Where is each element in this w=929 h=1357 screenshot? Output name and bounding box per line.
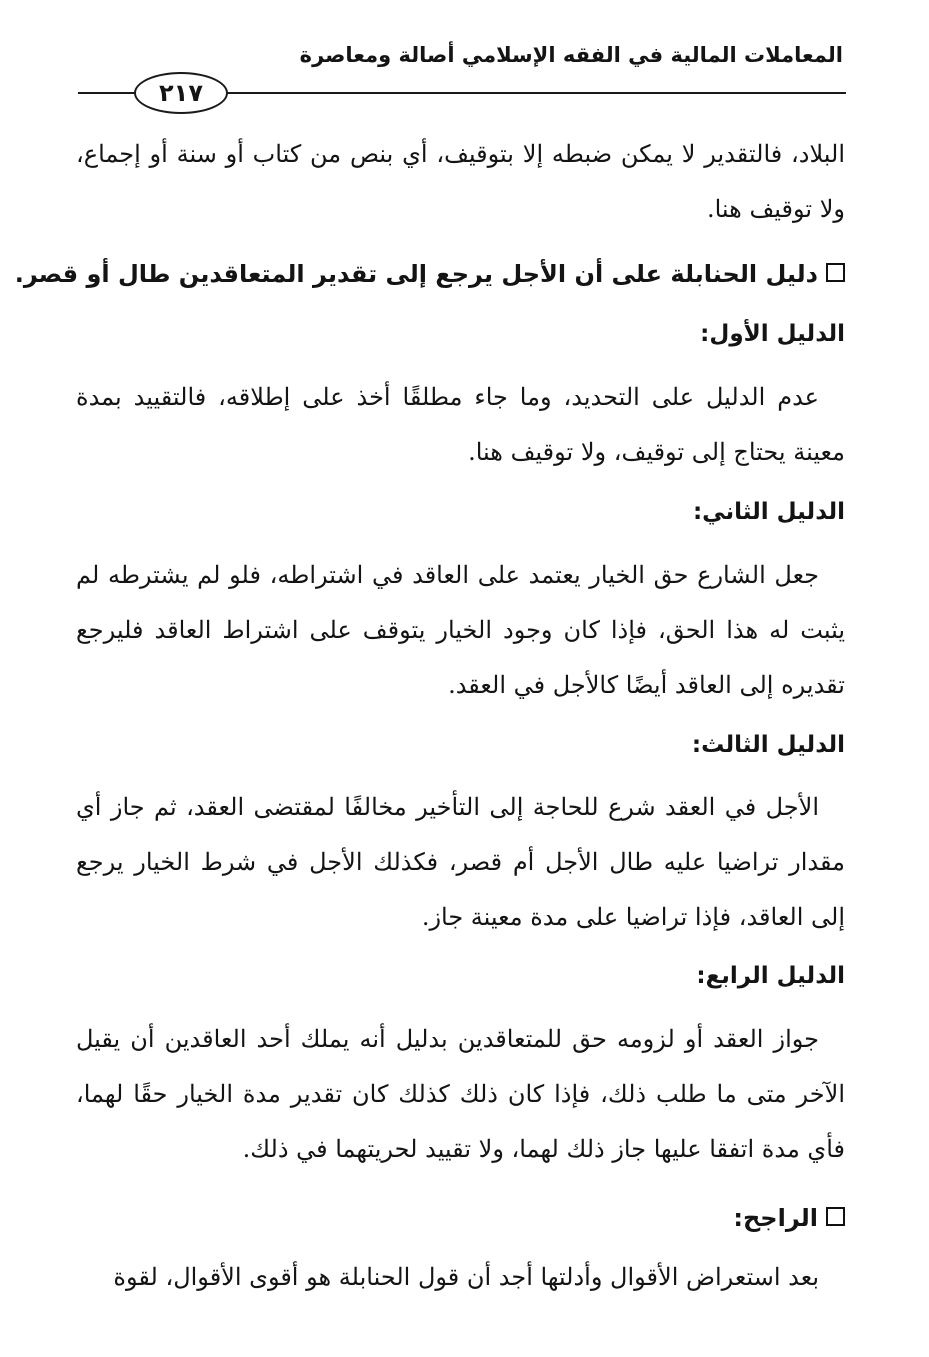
page-number: ٢١٧ (134, 72, 228, 114)
evidence-4-text: جواز العقد أو لزومه حق للمتعاقدين بدليل أنه يملك أحد العاقدين أن يقيل الآخر متى ما طلب ذلك، فإذا كان ذلك كذلك كان تقدير مدة الخيار حقًا لهما، فأي مدة اتفقا عليها جاز ذلك لهما، ولا تقييد لحريتهما في ذلك. (76, 1025, 845, 1163)
intro-paragraph: البلاد، فالتقدير لا يمكن ضبطه إلا بتوقيف، أي بنص من كتاب أو سنة أو إجماع، ولا توقيف هنا. (76, 140, 845, 223)
evidence-4-block (76, 1012, 845, 1177)
evidence-3-text: الأجل في العقد شرع للحاجة إلى التأخير مخالفًا لمقتضى العقد، ثم جاز أي مقدار تراضيا عليه طال الأجل أم قصر، فكذلك الأجل في شرط الخيار يرجع إلى العاقد، فإذا تراضيا على مدة معينة جاز. (76, 793, 845, 931)
intro-paragraph-block (76, 127, 845, 237)
evidence-1-text: عدم الدليل على التحديد، وما جاء مطلقًا أخذ على إطلاقه، فالتقييد بمدة معينة يحتاج إلى توقيف، ولا توقيف هنا. (76, 383, 845, 466)
hanbali-evidence-heading (14, 254, 845, 294)
evidence-4-title: الدليل الرابع: (696, 963, 845, 989)
evidence-2-block (76, 548, 845, 713)
evidence-2-text: جعل الشارع حق الخيار يعتمد على العاقد في اشتراطه، فلو لم يشترطه لم يثبت له هذا الحق، فإذا كان وجود الخيار يتوقف على اشتراط العاقد فليرجع تقديره إلى العاقد أيضًا كالأجل في العقد. (76, 561, 845, 699)
evidence-3-title: الدليل الثالث: (691, 732, 845, 758)
preferred-opinion-heading-text: الراجح: (733, 1204, 818, 1232)
evidence-3-block (76, 780, 845, 945)
running-header-title: المعاملات المالية في الفقه الإسلامي أصالة ومعاصرة (299, 43, 843, 67)
evidence-2-title: الدليل الثاني: (692, 499, 845, 525)
square-box-icon (826, 1207, 845, 1226)
hanbali-evidence-heading-text: دليل الحنابلة على أن الأجل يرجع إلى تقدير المتعاقدين طال أو قصر. (14, 260, 818, 288)
evidence-1-title: الدليل الأول: (700, 321, 845, 347)
preferred-opinion-text: بعد استعراض الأقوال وأدلتها أجد أن قول الحنابلة هو أقوى الأقوال، لقوة (113, 1263, 819, 1291)
preferred-opinion-heading (76, 1198, 845, 1238)
preferred-opinion-block (76, 1250, 845, 1305)
square-box-icon (826, 263, 845, 282)
evidence-1-block (76, 370, 845, 480)
